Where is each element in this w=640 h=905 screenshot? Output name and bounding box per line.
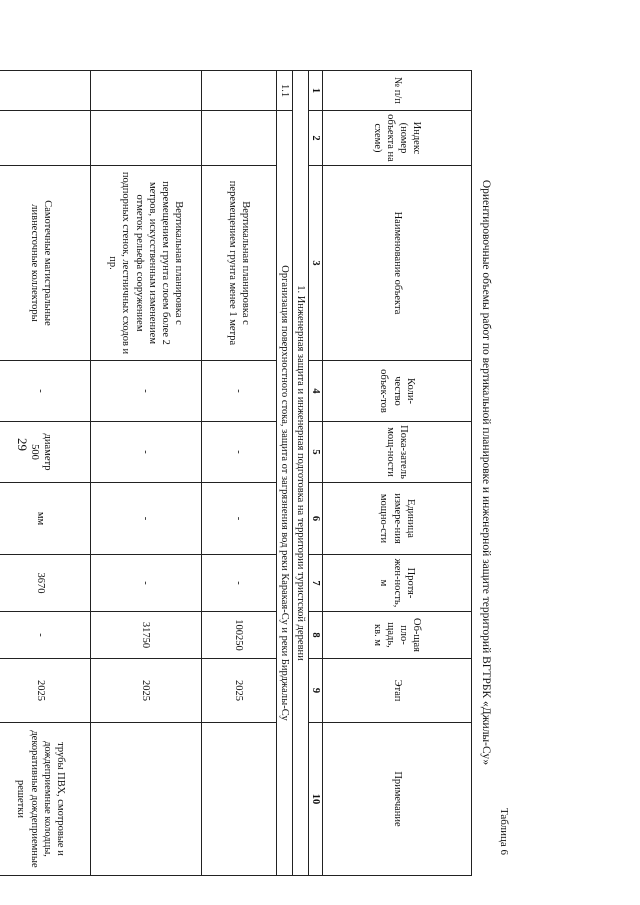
table-row (201, 71, 276, 876)
col-header-name: Наименование объекта (323, 166, 472, 361)
row-index-cell (0, 111, 90, 166)
col-header-index: Индекс (номер объекта на схеме) (323, 111, 472, 166)
section-title: 1. Инженерная защита и инженерная подготовка на территории туристской деревни (292, 71, 308, 876)
page-number: 29 (15, 438, 30, 451)
table-row (0, 71, 90, 876)
row-index-cell (90, 111, 201, 166)
row-name: Вертикальная планировка с перемещением грунта менее 1 метра (201, 166, 276, 361)
header-row (323, 71, 472, 876)
column-number-row (308, 71, 322, 876)
column-number: 7 (308, 555, 322, 612)
rotated-table-page (5, 70, 510, 875)
row-length: - (201, 555, 276, 612)
table-row (90, 71, 201, 876)
row-count: - (201, 361, 276, 422)
row-length: 3670 (0, 555, 90, 612)
row-count: - (90, 361, 201, 422)
table-label: Таблица 6 (498, 807, 510, 855)
row-area: 31750 (90, 612, 201, 659)
row-unit: мм (0, 483, 90, 555)
col-header-unit: Единица измере-ния мощно-сти (323, 483, 472, 555)
column-number: 3 (308, 166, 322, 361)
column-number: 6 (308, 483, 322, 555)
row-unit: - (201, 483, 276, 555)
row-area: - (0, 612, 90, 659)
column-number: 9 (308, 659, 322, 723)
row-area: 100250 (201, 612, 276, 659)
column-number: 1 (308, 71, 322, 111)
row-number-cell (201, 71, 276, 111)
row-length: - (90, 555, 201, 612)
col-header-stage: Этап (323, 659, 472, 723)
col-header-note: Примечание (323, 723, 472, 876)
column-number: 4 (308, 361, 322, 422)
column-number: 2 (308, 111, 322, 166)
row-index-cell (201, 111, 276, 166)
row-name: Вертикальная планировка с перемещением грунта слоем более 2 метров, искусственным изменением отметок рельефа сооружением подпорных стенок, лестничных сходов и пр. (90, 166, 201, 361)
row-count: - (0, 361, 90, 422)
col-header-length: Протя-жен-ность, м (323, 555, 472, 612)
table-title: Ориентировочные объемы работ по вертикальной планировке и инженерной защите территорий ВГТРБК «Джилы-Су» (480, 179, 492, 766)
row-capacity: - (90, 422, 201, 483)
column-number: 5 (308, 422, 322, 483)
row-unit: - (90, 483, 201, 555)
col-header-count: Коли-чество объек-тов (323, 361, 472, 422)
row-stage: 2025 (0, 659, 90, 723)
works-volume-table (0, 70, 472, 876)
row-stage: 2025 (90, 659, 201, 723)
row-note (90, 723, 201, 876)
row-name: Самотечные магистральные ливнесточные коллекторы (0, 166, 90, 361)
subsection-row (276, 71, 292, 876)
row-number-cell (90, 71, 201, 111)
row-stage: 2025 (201, 659, 276, 723)
row-number-cell (0, 71, 90, 111)
row-note: трубы ПВХ, смотровые и дождеприемные колодцы, декоративные дождеприемные решетки (0, 723, 90, 876)
row-capacity: - (201, 422, 276, 483)
col-header-area: Об-щая пло-щадь, кв. м (323, 612, 472, 659)
section-row (292, 71, 308, 876)
subsection-number: 1.1 (276, 71, 292, 111)
col-header-capacity: Пока-затель мощ-ности (323, 422, 472, 483)
column-number: 8 (308, 612, 322, 659)
row-capacity: диаметр 500 (0, 422, 90, 483)
col-header-number: № п/п (323, 71, 472, 111)
column-number: 10 (308, 723, 322, 876)
row-note (201, 723, 276, 876)
subsection-title: Организация поверхностного стока, защита от загрязнения вод реки Каракая-Су и реки Бирджалы-Су (276, 111, 292, 876)
